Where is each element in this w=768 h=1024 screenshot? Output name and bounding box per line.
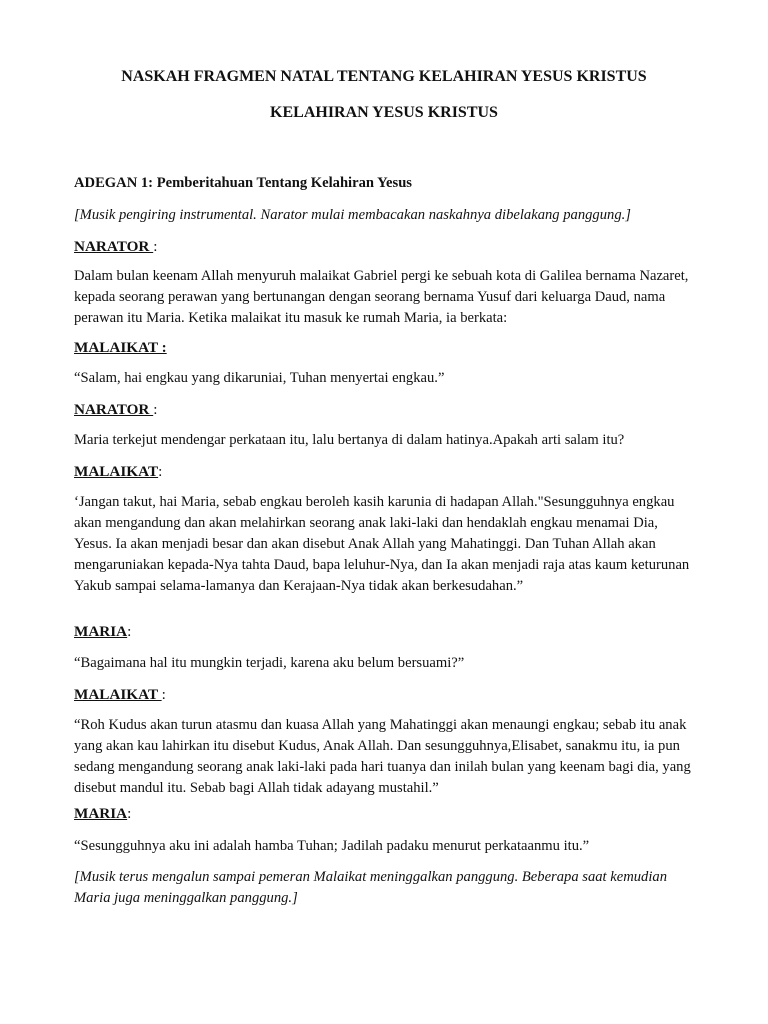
dialogue-line: “Roh Kudus akan turun atasmu dan kuasa Allah yang Mahatinggi akan menaungi engkau; sebab itu anak yang akan kau lahirkan itu disebut Kudus, Anak Allah. Dan sesungguhnya,Elisabet, sanakmu itu, ia pun sedang mengandung seorang anak laki-laki pada hari tuanya dan inilah bulan yang keenam bagi dia, yang disebut mandul itu. Sebab bagi Allah tidak adayang mustahil.” [74,717,691,796]
speaker-label [74,236,694,257]
speaker-colon: : [153,238,158,255]
speaker-colon: : [161,686,166,703]
stage-direction: [Musik terus mengalun sampai pemeran Malaikat meninggalkan panggung. Beberapa saat kemudian Maria juga meninggalkan panggung.] [74,869,667,906]
speaker-colon: : [158,463,163,480]
stage-direction: [Musik pengiring instrumental. Narator mulai membacakan naskahnya dibelakang panggung.] [74,207,631,223]
speaker-colon: : [127,805,132,822]
speaker-name: NARATOR [74,238,154,255]
speaker-label [74,684,694,705]
speaker-colon: : [127,623,132,640]
speaker-label [74,461,694,482]
speaker-name: MALAIKAT [74,686,162,703]
speaker-label [74,803,694,824]
speaker-label [74,621,694,642]
document-subtitle: KELAHIRAN YESUS KRISTUS [270,104,498,121]
dialogue-line: Maria terkejut mendengar perkataan itu, lalu bertanya di dalam hatinya.Apakah arti salam itu? [74,432,625,448]
speaker-label [74,337,694,358]
document-title: NASKAH FRAGMEN NATAL TENTANG KELAHIRAN YESUS KRISTUS [121,68,647,85]
dialogue-line: “Sesungguhnya aku ini adalah hamba Tuhan; Jadilah padaku menurut perkataanmu itu.” [74,838,590,854]
speaker-name: MARIA [74,805,128,822]
dialogue-line: “Bagaimana hal itu mungkin terjadi, karena aku belum bersuami?” [74,655,465,671]
speaker-name: NARATOR [74,401,154,418]
speaker-colon: : [153,401,158,418]
dialogue-line: “Salam, hai engkau yang dikaruniai, Tuhan menyertai engkau.” [74,370,445,386]
scene-heading: ADEGAN 1: Pemberitahuan Tentang Kelahiran Yesus [74,175,412,191]
speaker-label [74,399,694,420]
speaker-name: MALAIKAT [74,463,159,480]
speaker-name: MARIA [74,623,128,640]
speaker-name: MALAIKAT : [74,339,167,356]
dialogue-line: Dalam bulan keenam Allah menyuruh malaikat Gabriel pergi ke sebuah kota di Galilea bernama Nazaret, kepada seorang perawan yang bertunangan dengan seorang bernama Yusuf dari keluarga Daud, nama perawan itu Maria. Ketika malaikat itu masuk ke rumah Maria, ia berkata: [74,268,689,326]
dialogue-line: ‘Jangan takut, hai Maria, sebab engkau beroleh kasih karunia di hadapan Allah."Sesungguhnya engkau akan mengandung dan akan melahirkan seorang anak laki-laki dan hendaklah engkau menamai Dia, Yesus. Ia akan menjadi besar dan akan disebut Anak Allah yang Mahatinggi. Dan Tuhan Allah akan mengaruniakan kepada-Nya tahta Daud, bapa leluhur-Nya, dan Ia akan menjadi raja atas kaum keturunan Yakub sampai selama-lamanya dan Kerajaan-Nya tidak akan berkesudahan.” [74,494,690,594]
